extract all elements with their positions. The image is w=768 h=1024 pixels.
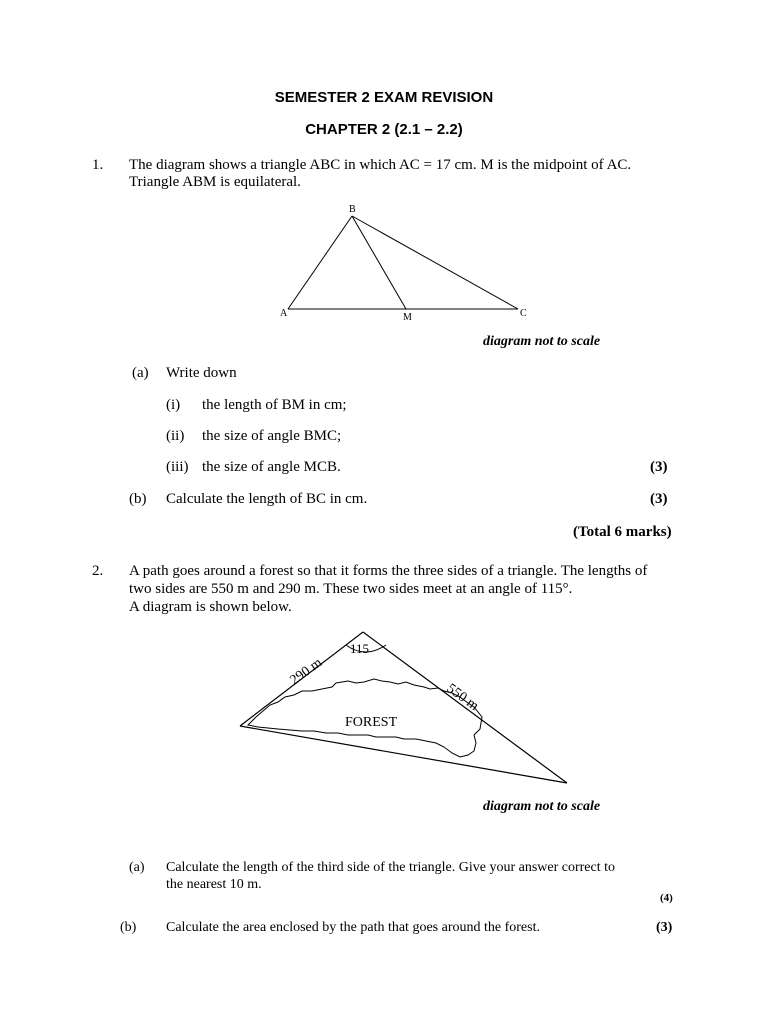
q1a-i-text: the length of BM in cm; bbox=[202, 397, 347, 413]
q1-diagram-note: diagram not to scale bbox=[483, 334, 601, 349]
chapter-heading: CHAPTER 2 (2.1 – 2.2) bbox=[305, 121, 463, 138]
q1a-iii-num: (iii) bbox=[166, 459, 189, 475]
side-third bbox=[240, 726, 567, 783]
q1-total-marks: (Total 6 marks) bbox=[573, 524, 672, 540]
q1a-ii-num: (ii) bbox=[166, 428, 185, 444]
page-title: SEMESTER 2 EXAM REVISION bbox=[274, 89, 494, 106]
q1-text-line2: Triangle ABM is equilateral. bbox=[129, 174, 301, 190]
q1a-ii-text: the size of angle BMC; bbox=[202, 428, 342, 444]
q2a-label: (a) bbox=[129, 860, 145, 875]
q1-triangle-diagram bbox=[270, 200, 540, 325]
q2b-text: Calculate the area enclosed by the path that goes around the forest. bbox=[166, 920, 540, 935]
label-angle-115: 115 bbox=[350, 641, 370, 656]
side-bc bbox=[352, 216, 518, 309]
label-a: A bbox=[280, 308, 288, 319]
label-290-m: 290 m bbox=[287, 655, 325, 689]
q1a-marks: (3) bbox=[650, 459, 668, 475]
label-forest: FOREST bbox=[345, 715, 398, 730]
q2-text-line3: A diagram is shown below. bbox=[129, 599, 292, 615]
q2b-label: (b) bbox=[120, 920, 137, 935]
q2-diagram-note: diagram not to scale bbox=[483, 799, 601, 814]
q1b-label: (b) bbox=[129, 491, 147, 507]
q2-forest-diagram bbox=[230, 625, 580, 790]
q2a-text-line2: the nearest 10 m. bbox=[166, 877, 262, 892]
q1a-i-num: (i) bbox=[166, 397, 181, 413]
q1a-label: (a) bbox=[132, 365, 149, 381]
q1a-text: Write down bbox=[166, 365, 237, 381]
side-bm bbox=[352, 216, 406, 309]
label-c: C bbox=[520, 308, 527, 319]
label-b: B bbox=[349, 204, 356, 215]
q1-text-line1: The diagram shows a triangle ABC in which AC = 17 cm. M is the midpoint of AC. bbox=[129, 157, 632, 173]
q1b-text: Calculate the length of BC in cm. bbox=[166, 491, 368, 507]
q2a-marks: (4) bbox=[660, 892, 673, 904]
side-ab bbox=[288, 216, 352, 309]
q2-text-line1: A path goes around a forest so that it forms the three sides of a triangle. The lengths of bbox=[129, 563, 648, 579]
q2-text-line2: two sides are 550 m and 290 m. These two sides meet at an angle of 115°. bbox=[129, 581, 573, 597]
q1-number: 1. bbox=[92, 157, 104, 173]
q2-number: 2. bbox=[92, 563, 104, 579]
q2a-text-line1: Calculate the length of the third side of the triangle. Give your answer correct to bbox=[166, 860, 616, 875]
label-m: M bbox=[403, 312, 412, 323]
label-550-m: 550 m bbox=[443, 681, 482, 715]
q2b-marks: (3) bbox=[656, 920, 673, 935]
q1a-iii-text: the size of angle MCB. bbox=[202, 459, 341, 475]
q1b-marks: (3) bbox=[650, 491, 668, 507]
